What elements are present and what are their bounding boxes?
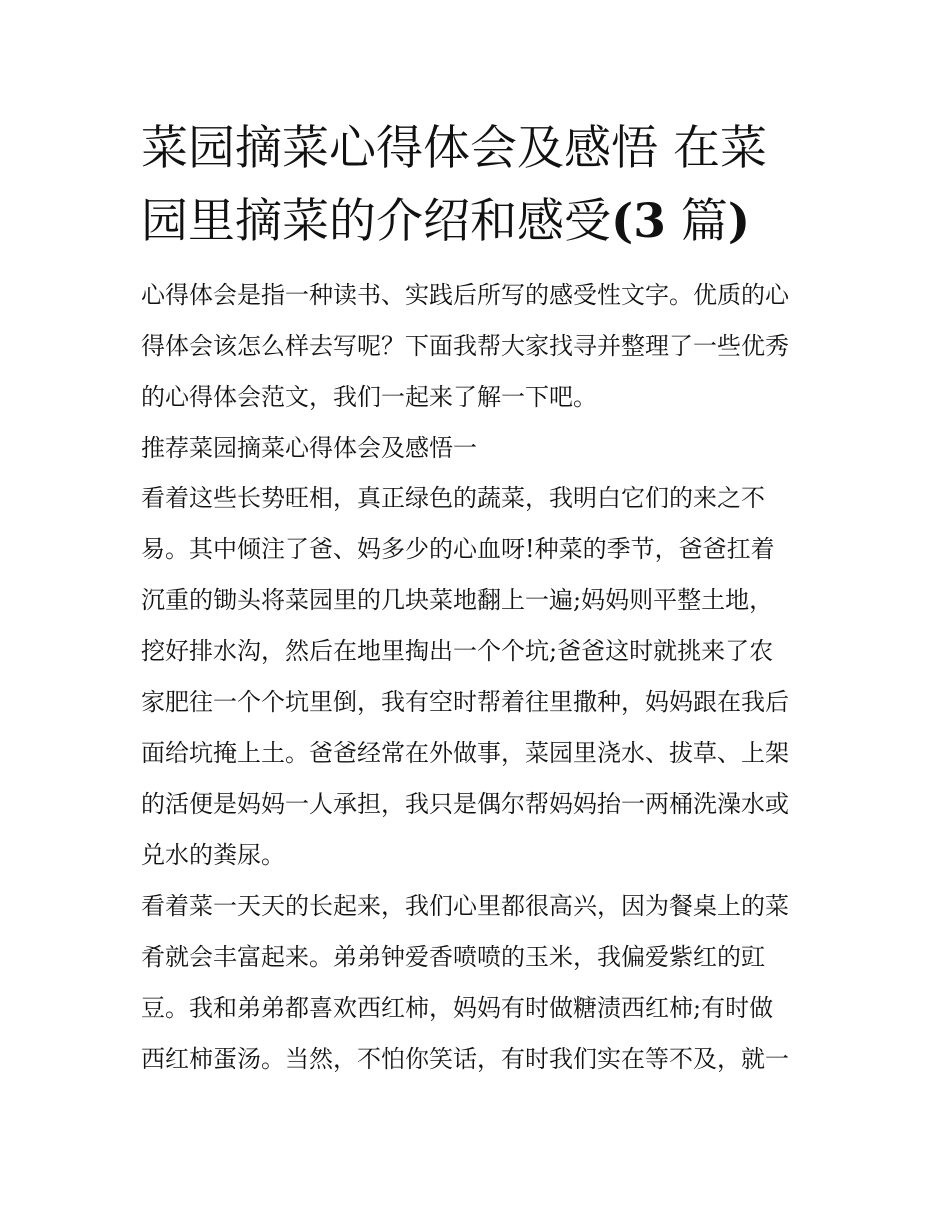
document-title [141, 112, 821, 258]
title-pian: 篇 [665, 194, 728, 249]
title-line-1: 菜园摘菜心得体会及感悟 在菜 [141, 121, 767, 176]
intro-paragraph: 心得体会是指一种读书、实践后所写的感受性文字。优质的心 得体会该怎么样去写呢？下面我帮大家找寻并整理了一些优秀 的心得体会范文，我们一起来了解一下吧。 [141, 281, 789, 411]
document-body [141, 270, 821, 1085]
title-close-paren: ) [727, 194, 751, 249]
title-line-2-text: 园里摘菜的介绍和感受 [141, 194, 611, 249]
title-count-bold: (3 [611, 194, 666, 249]
title-line-2 [141, 194, 750, 249]
section-heading: 推荐菜园摘菜心得体会及感悟一 [141, 434, 477, 462]
document-page [141, 112, 821, 1085]
body-paragraph-2: 看着菜一天天的长起来，我们心里都很高兴，因为餐桌上的菜 肴就会丰富起来。弟弟钟爱香喷喷的玉米，我偏爱紫红的豇 豆。我和弟弟都喜欢西红柿，妈妈有时做糖渍西红柿;有时做 西红柿蛋汤。当然，不怕你笑话，有时我们实在等不及，就一 [141, 892, 789, 1073]
body-paragraph-1: 看着这些长势旺相，真正绿色的蔬菜，我明白它们的来之不 易。其中倾注了爸、妈多少的心血呀!种菜的季节，爸爸扛着 沉重的锄头将菜园里的几块菜地翻上一遍;妈妈则平整土地， 挖好排水沟，然后在地里掏出一个个坑;爸爸这时就挑来了农 家肥往一个个坑里倒，我有空时帮着往里撒种，妈妈跟在我后 面给坑掩上土。爸爸经常在外做事，菜园里浇水、拔草、上架 的活便是妈妈一人承担，我只是偶尔帮妈妈抬一两桶洗澡水或 兑水的粪尿。 [141, 484, 789, 869]
